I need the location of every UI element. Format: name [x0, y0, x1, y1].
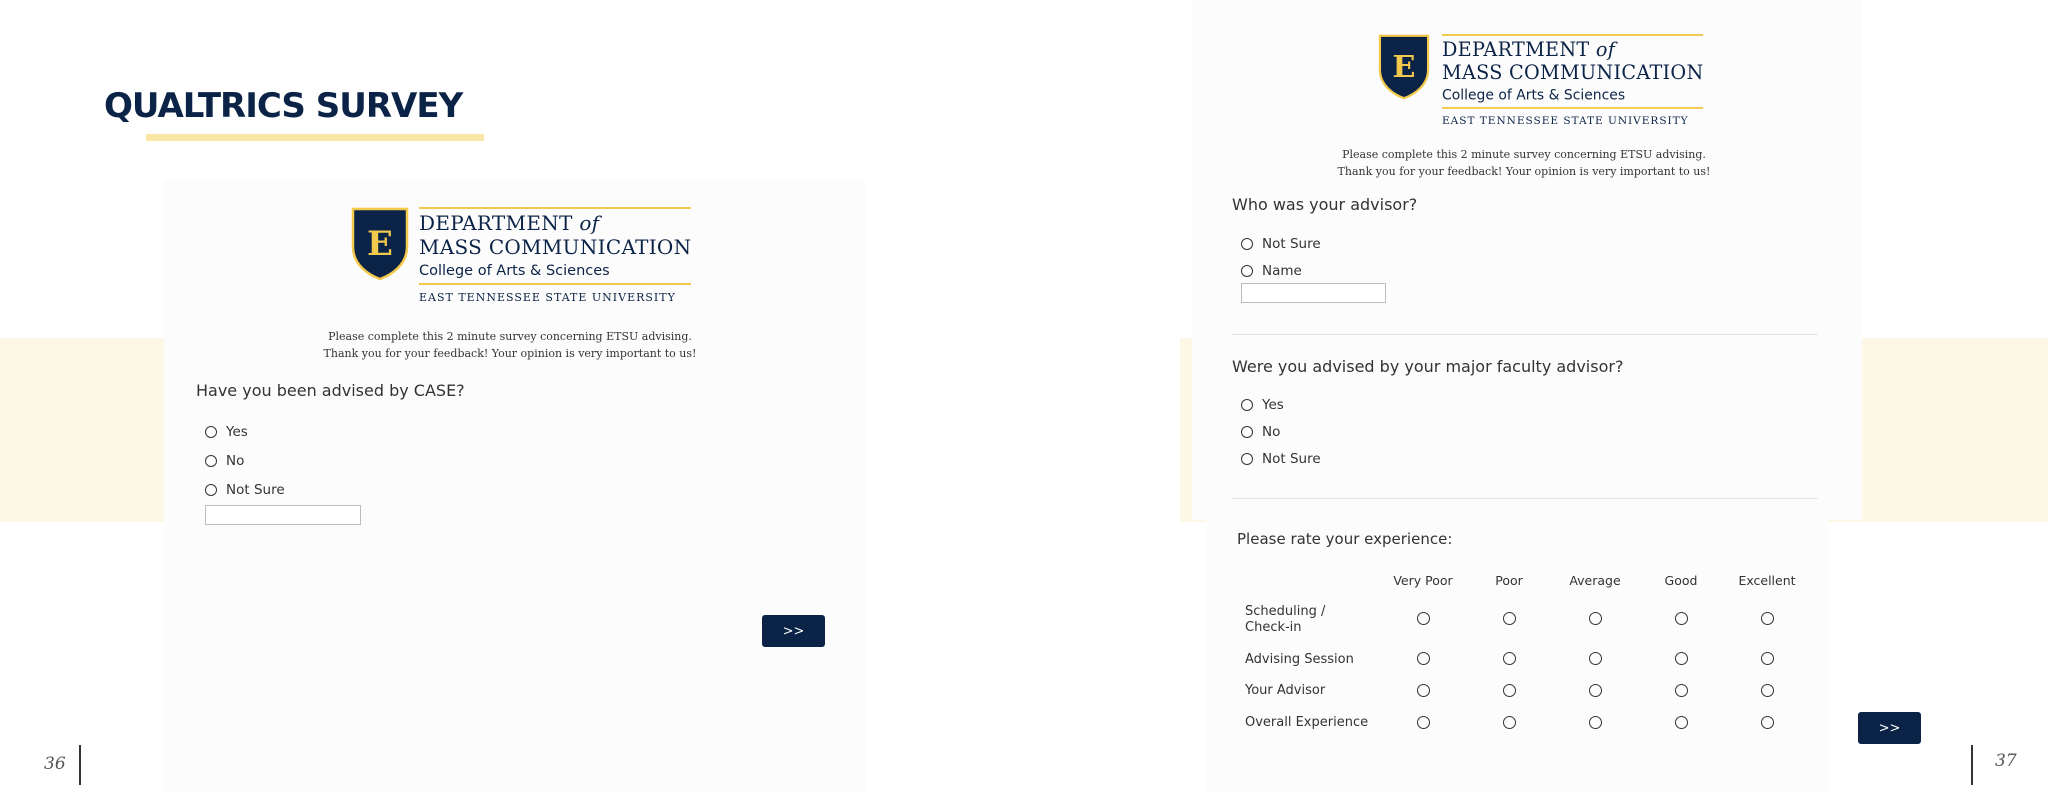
radio-button[interactable]: [1241, 238, 1253, 250]
next-button[interactable]: >>: [762, 615, 825, 647]
option-no[interactable]: No: [205, 453, 244, 469]
shield-icon: [1376, 34, 1432, 100]
rating-radio-button[interactable]: [1503, 652, 1516, 665]
row-scheduling-check-in: Scheduling / Check-in: [1245, 604, 1326, 635]
logo-university: EAST TENNESSEE STATE UNIVERSITY: [419, 291, 676, 304]
logo-mass-communication: MASS COMMUNICATION: [419, 235, 692, 259]
radio-button[interactable]: [1241, 453, 1253, 465]
option-not-sure[interactable]: Not Sure: [1241, 451, 1321, 467]
logo-bottom-rule: [1442, 107, 1704, 109]
radio-button[interactable]: [1241, 399, 1253, 411]
question-advised-by-case: Have you been advised by CASE?: [196, 381, 465, 400]
page-number-divider: [79, 745, 81, 785]
radio-button[interactable]: [205, 426, 217, 438]
heading-underline: [146, 134, 484, 141]
page-heading: QUALTRICS SURVEY: [104, 86, 463, 126]
row-advising-session: Advising Session: [1245, 652, 1354, 667]
option-name[interactable]: Name: [1241, 263, 1302, 279]
row-overall-experience: Overall Experience: [1245, 715, 1369, 730]
logo-mass-communication: MASS COMMUNICATION: [1442, 60, 1704, 84]
rating-radio-button[interactable]: [1503, 612, 1516, 625]
rating-radio-button[interactable]: [1761, 684, 1774, 697]
shield-icon: [351, 207, 409, 281]
option-not-sure[interactable]: Not Sure: [205, 482, 285, 498]
rating-radio-button[interactable]: [1675, 612, 1688, 625]
rating-radio-button[interactable]: [1417, 612, 1430, 625]
option-no[interactable]: No: [1241, 424, 1280, 440]
page-number-right: 37: [1995, 751, 2017, 771]
row-your-advisor: Your Advisor: [1245, 683, 1326, 698]
option-not-sure[interactable]: Not Sure: [1241, 236, 1321, 252]
radio-button[interactable]: [205, 455, 217, 467]
rating-radio-button[interactable]: [1589, 652, 1602, 665]
question-major-faculty-advisor: Were you advised by your major faculty advisor?: [1232, 357, 1624, 376]
logo-department: DEPARTMENT of: [1442, 37, 1616, 61]
column-very-poor: Very Poor: [1393, 573, 1453, 588]
rating-radio-button[interactable]: [1417, 652, 1430, 665]
rating-radio-button[interactable]: [1761, 612, 1774, 625]
page-number-divider: [1971, 745, 1973, 785]
column-excellent: Excellent: [1738, 573, 1796, 588]
question-who-was-advisor: Who was your advisor?: [1232, 195, 1418, 214]
rating-radio-button[interactable]: [1675, 716, 1688, 729]
radio-button[interactable]: [205, 484, 217, 496]
advisor-name-input[interactable]: [1241, 283, 1386, 303]
rating-radio-button[interactable]: [1589, 716, 1602, 729]
logo-university: EAST TENNESSEE STATE UNIVERSITY: [1442, 114, 1689, 128]
column-poor: Poor: [1495, 573, 1523, 588]
department-logo-left: [351, 207, 691, 305]
logo-college: College of Arts & Sciences: [1442, 87, 1626, 104]
logo-college: College of Arts & Sciences: [419, 263, 610, 279]
rating-radio-button[interactable]: [1503, 716, 1516, 729]
next-button[interactable]: >>: [1858, 712, 1921, 744]
svg-text:E: E: [1392, 49, 1416, 85]
intro-text-right: Please complete this 2 minute survey concerning ETSU advising. Thank you for your feedback! Your opinion is very important to us!: [1337, 148, 1711, 178]
logo-department: DEPARTMENT of: [419, 211, 600, 235]
rating-radio-button[interactable]: [1417, 684, 1430, 697]
option-yes[interactable]: Yes: [1241, 397, 1284, 413]
rating-radio-button[interactable]: [1675, 684, 1688, 697]
option-yes[interactable]: Yes: [205, 424, 248, 440]
rating-radio-button[interactable]: [1589, 684, 1602, 697]
svg-text:E: E: [367, 224, 393, 264]
not-sure-text-input[interactable]: [205, 505, 361, 525]
rating-radio-button[interactable]: [1761, 716, 1774, 729]
logo-top-rule: [1442, 34, 1704, 36]
page-number-left: 36: [44, 754, 66, 774]
radio-button[interactable]: [1241, 265, 1253, 277]
rating-radio-button[interactable]: [1761, 652, 1774, 665]
rating-radio-button[interactable]: [1589, 612, 1602, 625]
question-divider: [1232, 498, 1818, 499]
column-average: Average: [1569, 573, 1621, 588]
question-divider: [1232, 334, 1818, 335]
department-logo-right: [1376, 34, 1714, 132]
question-rate-experience: Please rate your experience:: [1237, 530, 1453, 548]
logo-top-rule: [419, 207, 691, 209]
radio-button[interactable]: [1241, 426, 1253, 438]
rating-radio-button[interactable]: [1503, 684, 1516, 697]
intro-text-left: Please complete this 2 minute survey concerning ETSU advising. Thank you for your feedback! Your opinion is very important to us!: [323, 330, 697, 360]
column-good: Good: [1664, 573, 1698, 588]
rating-radio-button[interactable]: [1675, 652, 1688, 665]
logo-bottom-rule: [419, 283, 691, 285]
rating-radio-button[interactable]: [1417, 716, 1430, 729]
